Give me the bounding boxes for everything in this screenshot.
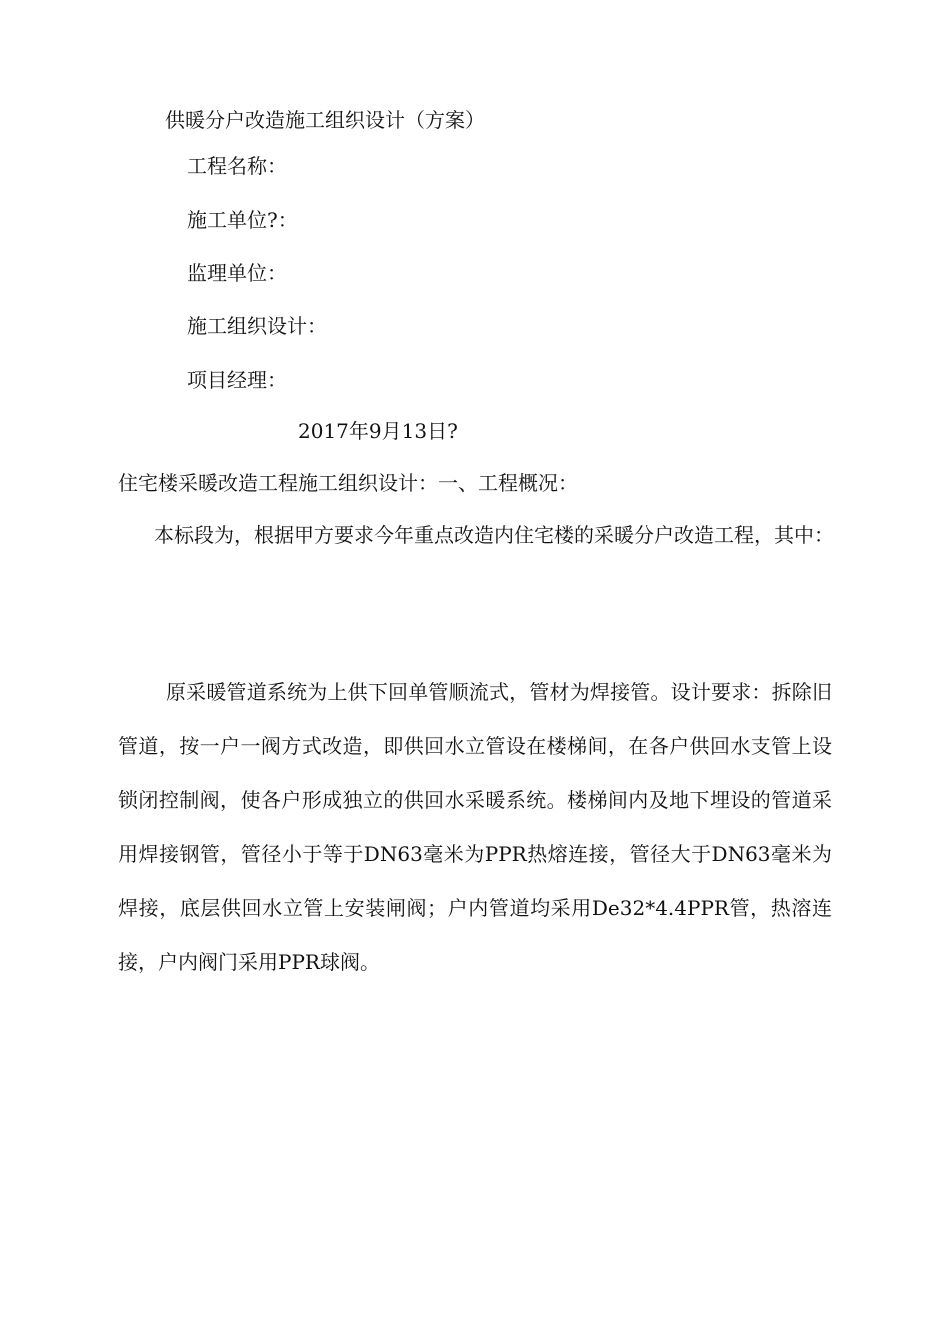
section-heading: 住宅楼采暖改造工程施工组织设计：一、工程概况： (118, 471, 578, 495)
document-date: 2017年9月13日? (298, 419, 458, 443)
document-title: 供暖分户改造施工组织设计（方案） (165, 108, 485, 132)
paragraph-system-description: 原采暖管道系统为上供下回单管顺流式，管材为焊接管。设计要求：拆除旧管道，按一户一阀方式改造，即供回水立管设在楼梯间，在各户供回水支管上设锁闭控制阀，使各户形成独立的供回水采暖系统。楼梯间内及地下埋设的管道采用焊接钢管，管径小于等于DN63毫米为PPR热熔连接，管径大于DN63毫米为焊接，底层供回水立管上安装闸阀；户内管道均采用De32*4.4PPR管，热溶连接，户内阀门采用PPR球阀。 (118, 680, 832, 974)
field-construction-design: 施工组织设计： (187, 314, 327, 338)
paragraph-scope: 本标段为，根据甲方要求今年重点改造内住宅楼的采暖分户改造工程，其中： (154, 523, 834, 547)
field-project-name: 工程名称： (187, 154, 287, 178)
field-project-manager: 项目经理： (187, 368, 287, 392)
field-construction-unit: 施工单位?： (187, 208, 298, 232)
field-supervision-unit: 监理单位： (187, 261, 287, 285)
